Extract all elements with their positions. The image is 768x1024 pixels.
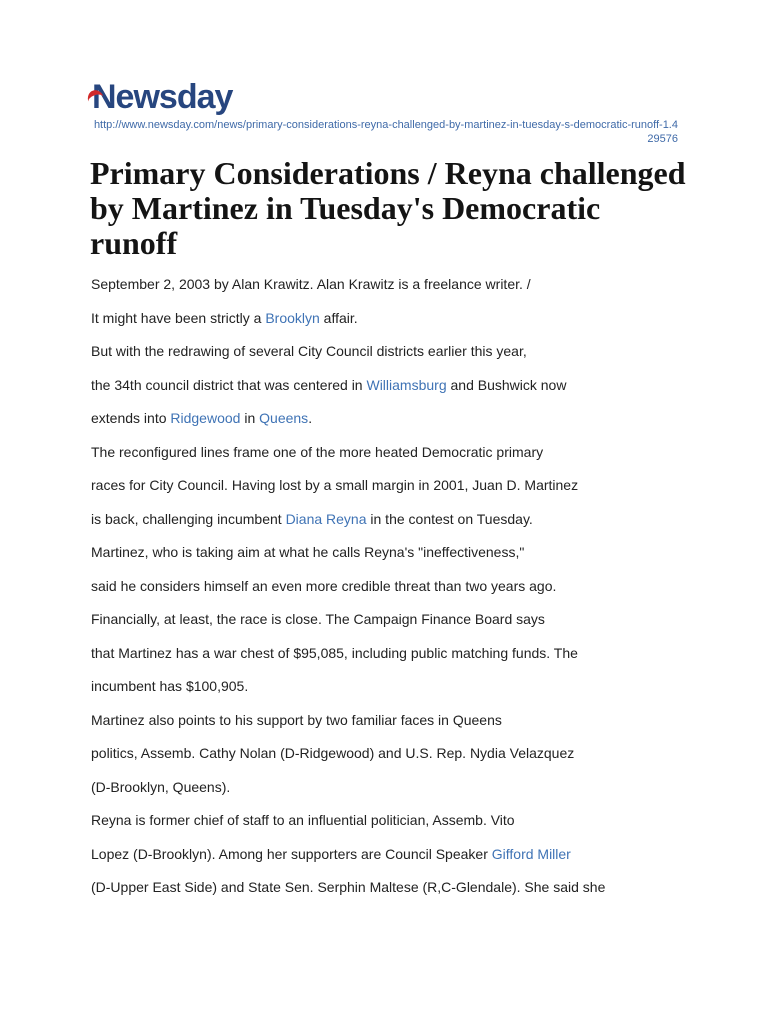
- article-line: [91, 375, 711, 409]
- article-text: that Martinez has a war chest of $95,085, including public matching funds. The: [91, 644, 578, 661]
- article-text: (D-Upper East Side) and State Sen. Serphin Maltese (R,C-Glendale). She said she: [91, 879, 606, 895]
- article-text: September 2, 2003 by Alan Krawitz. Alan Krawitz is a freelance writer. /: [91, 276, 531, 292]
- article-body: [91, 274, 711, 911]
- article-line: [91, 643, 711, 677]
- article-text: and Bushwick now: [446, 376, 567, 393]
- article-line: [91, 844, 711, 878]
- article-text: affair.: [319, 309, 358, 326]
- article-text: But with the redrawing of several City Council districts earlier this year,: [91, 343, 527, 359]
- article-line: [91, 475, 711, 509]
- article-text: politics, Assemb. Cathy Nolan (D-Ridgewood) and U.S. Rep. Nydia Velazquez: [91, 745, 575, 761]
- article-line: [91, 777, 711, 811]
- article-text: is back, challenging incumbent: [91, 510, 286, 527]
- article-text: Martinez, who is taking aim at what he calls Reyna's "ineffectiveness,": [91, 544, 525, 560]
- article-line: [91, 743, 711, 777]
- article-line: [91, 274, 711, 308]
- article-line: [91, 408, 711, 442]
- article-text: said he considers himself an even more credible threat than two years ago.: [91, 577, 557, 594]
- article-line: [91, 810, 711, 844]
- article-title: Primary Considerations / Reyna challenged by Martinez in Tuesday's Democratic runoff: [90, 155, 686, 261]
- logo-text: Newsday: [92, 78, 233, 116]
- article-text: Financially, at least, the race is close. The Campaign Finance Board says: [91, 611, 545, 627]
- article-line: [91, 341, 711, 375]
- article-text: races for City Council. Having lost by a small margin in 2001, Juan D. Martinez: [91, 477, 579, 493]
- article-line: [91, 542, 711, 576]
- article-text: in: [240, 410, 260, 426]
- article-link[interactable]: Ridgewood: [170, 410, 241, 426]
- article-text: (D-Brooklyn, Queens).: [91, 778, 231, 795]
- article-link[interactable]: Queens: [259, 410, 309, 426]
- article-line: [91, 509, 711, 543]
- article-line: [91, 877, 711, 911]
- article-link[interactable]: Williamsburg: [366, 376, 447, 393]
- article-line: [91, 576, 711, 610]
- article-link[interactable]: Diana Reyna: [285, 510, 367, 527]
- article-text: in the contest on Tuesday.: [366, 510, 533, 527]
- article-url[interactable]: http://www.newsday.com/news/primary-considerations-reyna-challenged-by-martinez-in-tuesday-s-democratic-runoff-1.429576: [93, 119, 678, 145]
- newsday-logo: [92, 80, 232, 114]
- article-line: [91, 308, 711, 342]
- article-line: [91, 710, 711, 744]
- article-text: It might have been strictly a: [91, 309, 266, 326]
- article-text: The reconfigured lines frame one of the more heated Democratic primary: [91, 443, 544, 460]
- article-line: [91, 676, 711, 710]
- article-text: Reyna is former chief of staff to an influential politician, Assemb. Vito: [91, 812, 515, 828]
- article-text: .: [308, 410, 313, 426]
- article-line: [91, 442, 711, 476]
- article-line: [91, 609, 711, 643]
- article-text: Lopez (D-Brooklyn). Among her supporters are Council Speaker: [91, 845, 492, 862]
- article-link[interactable]: Brooklyn: [265, 309, 320, 326]
- article-text: incumbent has $100,905.: [91, 678, 249, 694]
- article-text: the 34th council district that was centered in: [91, 376, 367, 393]
- article-link[interactable]: Gifford Miller: [491, 845, 571, 862]
- article-text: extends into: [91, 410, 171, 426]
- article-text: Martinez also points to his support by two familiar faces in Queens: [91, 711, 502, 728]
